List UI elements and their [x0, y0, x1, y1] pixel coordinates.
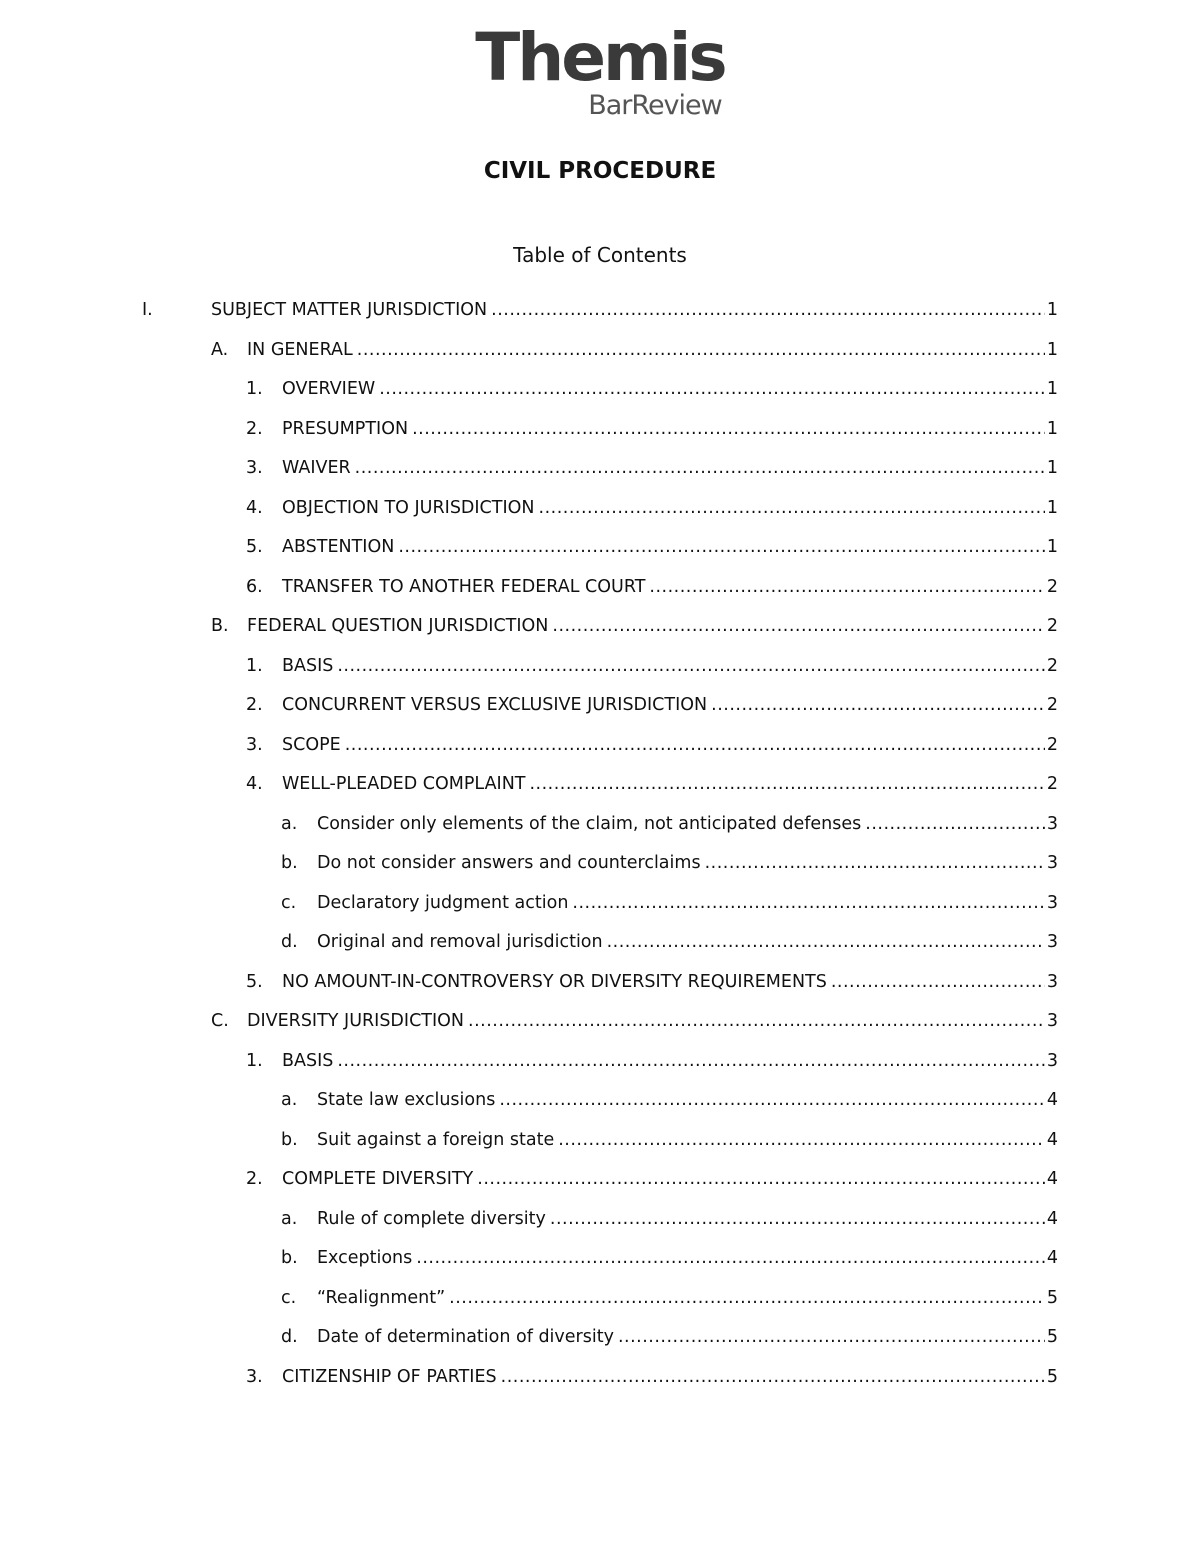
toc-entry-number: 5. [246, 537, 263, 557]
toc-entry-page: 3 [1046, 1011, 1058, 1031]
toc-entry-page: 1 [1046, 497, 1058, 518]
toc-dot-leader [412, 419, 1045, 439]
toc-dot-leader [607, 932, 1045, 952]
toc-entry-page: 5 [1046, 1327, 1058, 1347]
toc-entry[interactable] [246, 1041, 1058, 1081]
toc-entry-number: 2. [246, 418, 263, 439]
toc-dot-leader [865, 814, 1045, 834]
toc-entry[interactable] [246, 646, 1058, 686]
toc-dot-leader [618, 1327, 1045, 1347]
toc-dot-leader [357, 340, 1045, 360]
toc-dot-leader [345, 735, 1045, 755]
toc-entry-number: c. [281, 892, 297, 913]
toc-entry-number: 2. [246, 1169, 263, 1189]
toc-entry-page: 3 [1046, 1050, 1058, 1071]
toc-entry-title: CITIZENSHIP OF PARTIES [282, 1366, 497, 1387]
toc-entry-page: 4 [1046, 1248, 1058, 1268]
toc-entry[interactable] [211, 330, 1058, 370]
toc-entry[interactable] [281, 922, 1058, 962]
toc-dot-leader [477, 1169, 1045, 1189]
toc-entry-number: a. [281, 1208, 298, 1229]
toc-entry-page: 3 [1046, 892, 1058, 913]
toc-entry-page: 4 [1046, 1208, 1058, 1229]
toc-dot-leader [398, 537, 1045, 557]
toc-entry[interactable] [246, 409, 1058, 449]
toc-entry-page: 1 [1046, 379, 1058, 399]
toc-entry-title: Exceptions [317, 1248, 413, 1268]
toc-entry-page: 1 [1046, 458, 1058, 478]
toc-dot-leader [705, 853, 1045, 873]
toc-entry-page: 3 [1046, 971, 1058, 992]
toc-entry-number: 1. [246, 379, 263, 399]
toc-entry-page: 1 [1046, 300, 1058, 320]
toc-entry-title: Consider only elements of the claim, not anticipated defenses [317, 813, 862, 834]
toc-dot-leader [572, 893, 1044, 913]
toc-entry-title: FEDERAL QUESTION JURISDICTION [247, 616, 549, 636]
toc-entry-title: IN GENERAL [247, 339, 353, 360]
toc-entry[interactable] [281, 843, 1058, 883]
toc-entry-number: 3. [246, 458, 263, 478]
toc-entry-number: 3. [246, 1366, 263, 1387]
toc-entry-title: Do not consider answers and counterclaims [317, 853, 701, 873]
toc-entry-page: 2 [1046, 774, 1058, 794]
toc-entry-title: Date of determination of diversity [317, 1327, 614, 1347]
toc-entry-number: C. [211, 1011, 229, 1031]
toc-entry-page: 5 [1046, 1287, 1058, 1308]
toc-entry[interactable] [281, 1120, 1058, 1160]
toc-entry-number: b. [281, 853, 298, 873]
toc-entry[interactable] [281, 1278, 1058, 1318]
toc-entry-title: SCOPE [282, 734, 341, 755]
toc-entry-page: 2 [1046, 655, 1058, 676]
toc-entry-page: 2 [1046, 576, 1058, 597]
toc-entry-page: 2 [1046, 695, 1058, 715]
themis-logo [0, 19, 1200, 121]
toc-dot-leader [529, 774, 1044, 794]
toc-entry[interactable] [281, 804, 1058, 844]
toc-entry[interactable] [246, 764, 1058, 804]
toc-entry-number: 3. [246, 734, 263, 755]
toc-heading: Table of Contents [513, 243, 687, 267]
toc-entry[interactable] [142, 290, 1058, 330]
toc-entry-title: OVERVIEW [282, 379, 376, 399]
toc-entry-number: b. [281, 1248, 298, 1268]
toc-entry-title: Rule of complete diversity [317, 1208, 546, 1229]
toc-entry-title: “Realignment” [317, 1287, 446, 1308]
toc-entry-title: WAIVER [282, 458, 351, 478]
toc-entry-title: TRANSFER TO ANOTHER FEDERAL COURT [282, 576, 646, 597]
toc-dot-leader [558, 1130, 1045, 1150]
toc-entry[interactable] [211, 1001, 1058, 1041]
toc-entry-number: 1. [246, 1050, 263, 1071]
toc-entry-title: SUBJECT MATTER JURISDICTION [211, 300, 488, 320]
toc-entry[interactable] [246, 1357, 1058, 1397]
toc-dot-leader [491, 300, 1045, 320]
toc-entry-number: 6. [246, 576, 263, 597]
toc-entry-title: WELL-PLEADED COMPLAINT [282, 774, 526, 794]
toc-entry-title: BASIS [282, 1050, 334, 1071]
toc-entry-page: 1 [1046, 537, 1058, 557]
toc-entry-title: CONCURRENT VERSUS EXCLUSIVE JURISDICTION [282, 695, 708, 715]
toc-entry[interactable] [246, 962, 1058, 1002]
toc-entry-title: NO AMOUNT-IN-CONTROVERSY OR DIVERSITY REQUIREMENTS [282, 971, 827, 992]
toc-entry-title: DIVERSITY JURISDICTION [247, 1011, 465, 1031]
toc-dot-leader [711, 695, 1045, 715]
toc-entry[interactable] [246, 567, 1058, 607]
toc-entry-number: 4. [246, 774, 263, 794]
toc-dot-leader [379, 379, 1045, 399]
toc-entry-number: a. [281, 813, 298, 834]
toc-entry[interactable] [246, 725, 1058, 765]
toc-dot-leader [499, 1090, 1045, 1110]
toc-entry-number: 2. [246, 695, 263, 715]
toc-entry-title: ABSTENTION [282, 537, 395, 557]
toc-entry-title: Suit against a foreign state [317, 1129, 555, 1150]
toc-entry[interactable] [246, 488, 1058, 528]
toc-entry-title: PRESUMPTION [282, 418, 409, 439]
toc-entry-number: 1. [246, 655, 263, 676]
toc-entry-page: 2 [1046, 734, 1058, 755]
toc-entry[interactable] [281, 1238, 1058, 1278]
toc-entry-number: c. [281, 1287, 297, 1308]
toc-entry-page: 5 [1046, 1366, 1058, 1387]
document-title: CIVIL PROCEDURE [483, 158, 717, 184]
toc-dot-leader [539, 498, 1045, 518]
toc-entry-page: 4 [1046, 1090, 1058, 1110]
toc-dot-leader [337, 656, 1045, 676]
toc-entry[interactable] [246, 527, 1058, 567]
toc-entry-number: A. [211, 339, 229, 360]
toc-dot-leader [416, 1248, 1045, 1268]
toc-entry-page: 1 [1046, 418, 1058, 439]
toc-entry-page: 1 [1046, 339, 1058, 360]
toc-entry-number: B. [211, 616, 229, 636]
toc-entry-number: 5. [246, 971, 263, 992]
logo-wordmark: Themis [475, 19, 725, 96]
toc-entry[interactable] [211, 606, 1058, 646]
toc-entry-page: 4 [1046, 1169, 1058, 1189]
toc-entry[interactable] [281, 1199, 1058, 1239]
toc-entry[interactable] [281, 1080, 1058, 1120]
toc-entry-title: Declaratory judgment action [317, 892, 569, 913]
toc-dot-leader [550, 1209, 1045, 1229]
toc-entry-title: COMPLETE DIVERSITY [282, 1169, 474, 1189]
toc-entry-number: b. [281, 1129, 298, 1150]
toc-entry-number: d. [281, 932, 298, 952]
toc-entry[interactable] [246, 369, 1058, 409]
toc-entry-number: a. [281, 1090, 298, 1110]
toc-entry[interactable] [246, 685, 1058, 725]
toc-entry-page: 4 [1046, 1129, 1058, 1150]
toc-dot-leader [831, 972, 1045, 992]
toc-dot-leader [468, 1011, 1045, 1031]
toc-entry-page: 3 [1046, 932, 1058, 952]
toc-entry[interactable] [246, 448, 1058, 488]
toc-dot-leader [337, 1051, 1045, 1071]
toc-entry-number: I. [142, 300, 153, 320]
toc-entry-page: 2 [1046, 616, 1058, 636]
toc-dot-leader [355, 458, 1045, 478]
toc-dot-leader [552, 616, 1044, 636]
toc-dot-leader [449, 1288, 1045, 1308]
toc-entry-title: BASIS [282, 655, 334, 676]
toc-entry-title: State law exclusions [317, 1090, 496, 1110]
toc-entry[interactable] [281, 883, 1058, 923]
toc-entry[interactable] [246, 1159, 1058, 1199]
toc-entry[interactable] [281, 1317, 1058, 1357]
toc-entry-page: 3 [1046, 813, 1058, 834]
toc-entry-title: Original and removal jurisdiction [317, 932, 603, 952]
logo-subtitle: BarReview [588, 90, 722, 121]
toc-entry-number: d. [281, 1327, 298, 1347]
toc-dot-leader [501, 1367, 1045, 1387]
toc-entry-title: OBJECTION TO JURISDICTION [282, 497, 535, 518]
toc-entry-number: 4. [246, 497, 263, 518]
toc-dot-leader [649, 577, 1044, 597]
toc-entry-page: 3 [1046, 853, 1058, 873]
